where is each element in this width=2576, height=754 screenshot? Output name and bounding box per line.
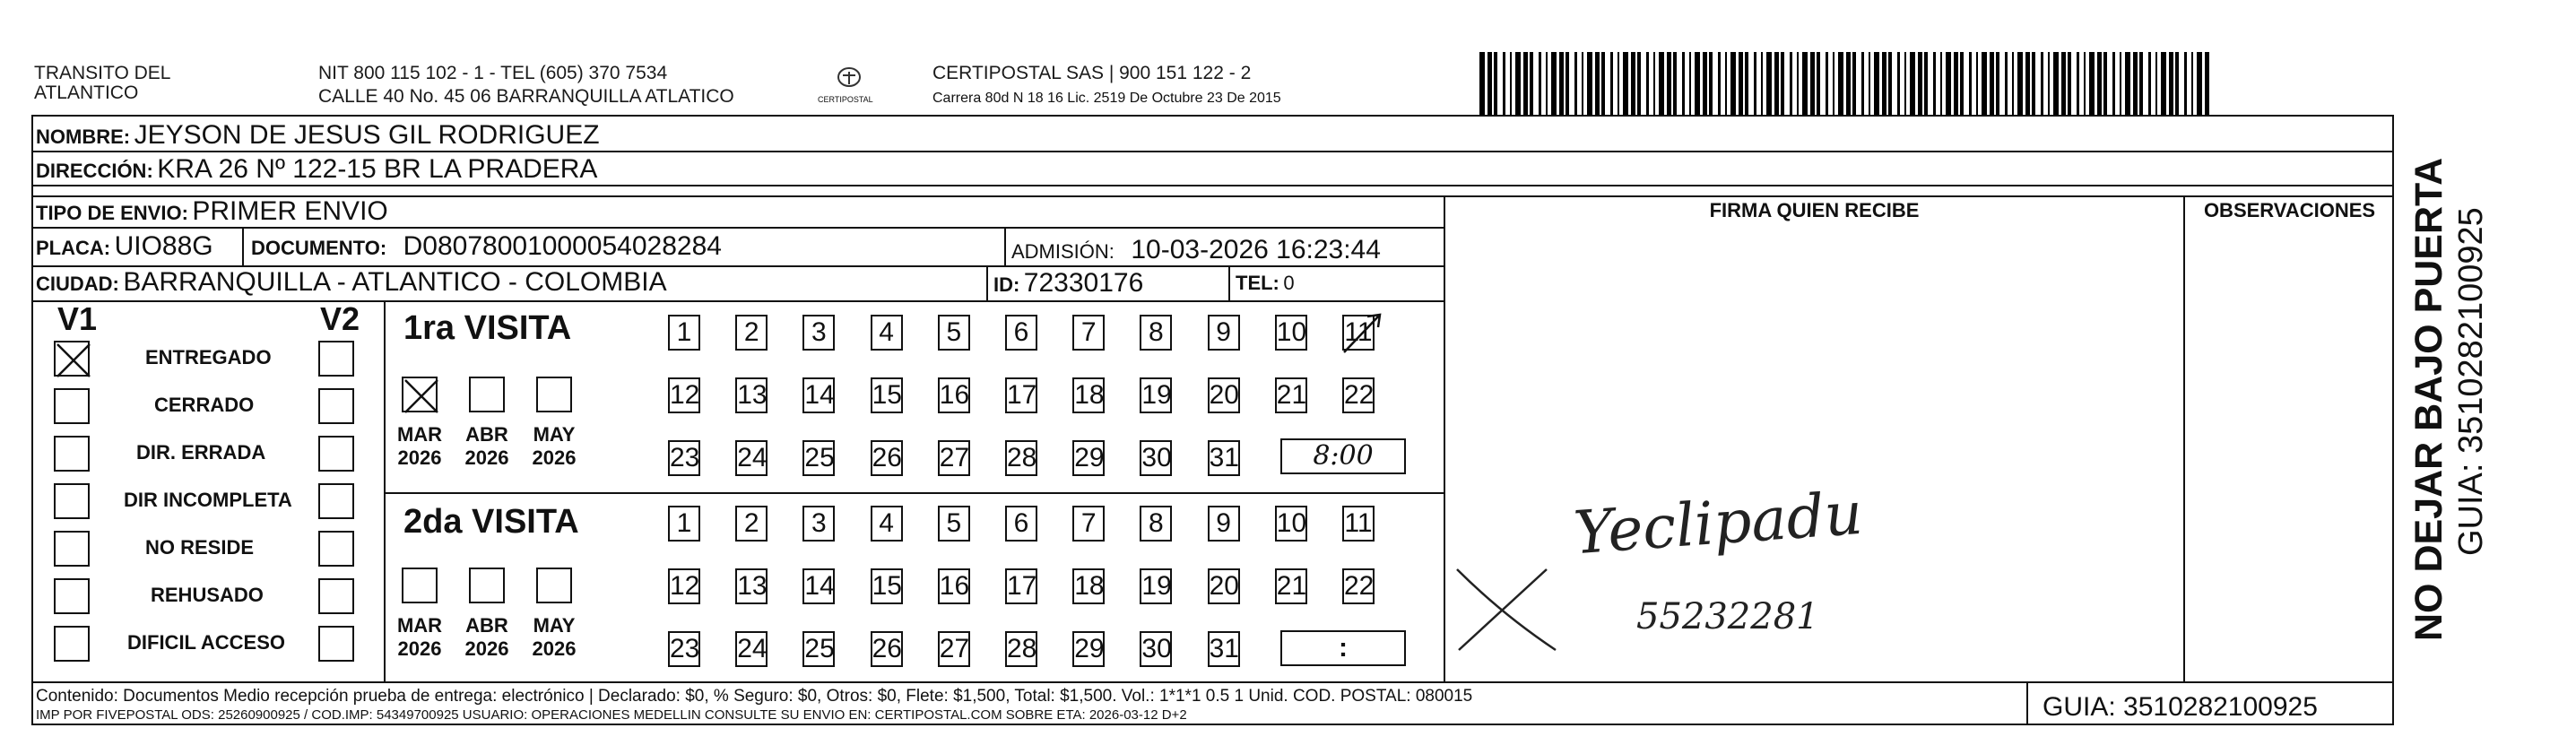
barcode-bar — [1826, 52, 1828, 115]
v1-checkbox[interactable] — [54, 626, 90, 662]
v2-checkbox[interactable] — [318, 578, 354, 614]
barcode-bar — [1725, 52, 1727, 115]
barcode-bar — [1954, 52, 1958, 115]
direccion-value: KRA 26 Nº 122-15 BR LA PRADERA — [157, 154, 598, 184]
nombre-row — [36, 120, 600, 155]
day-box[interactable]: 20 — [1208, 377, 1240, 413]
barcode-bar — [1790, 52, 1792, 115]
v1-checkbox[interactable] — [54, 531, 90, 567]
barcode-bar — [1982, 52, 1987, 115]
barcode-bar — [1718, 52, 1721, 115]
barcode-bar — [1574, 52, 1577, 115]
month-checkbox[interactable] — [536, 377, 572, 412]
ciudad-label: CIUDAD: — [36, 273, 119, 295]
barcode-bar — [1601, 52, 1605, 115]
first-visit-time[interactable]: 8:00 — [1280, 438, 1406, 474]
day-box[interactable]: 6 — [1005, 506, 1037, 542]
barcode-bar — [1587, 52, 1592, 115]
day-box[interactable]: 26 — [871, 440, 903, 476]
tel-label: TEL: — [1236, 272, 1279, 294]
day-box[interactable]: 9 — [1208, 315, 1240, 351]
barcode-bar — [1940, 52, 1942, 115]
tipo-envio-label: TIPO DE ENVIO: — [36, 202, 188, 224]
month-year: 2026 — [532, 446, 577, 469]
barcode-bar — [1546, 52, 1548, 115]
status-reason-label: CERRADO — [154, 394, 255, 416]
second-visit-time[interactable]: : — [1280, 630, 1406, 666]
documento-value: D08078001000054028284 — [403, 231, 722, 261]
v1-checkbox[interactable] — [54, 436, 90, 472]
ciudad-field — [36, 267, 667, 302]
day-box[interactable]: 13 — [735, 377, 768, 413]
barcode-bar — [1904, 52, 1906, 115]
month-label: MAR — [396, 614, 443, 637]
day-box[interactable]: 21 — [1275, 377, 1307, 413]
barcode-bar — [2025, 52, 2030, 115]
barcode-bar — [2048, 52, 2050, 115]
barcode-bar — [2089, 52, 2095, 115]
v2-checkbox[interactable] — [318, 388, 354, 424]
barcode-bar — [2112, 52, 2115, 115]
day-box[interactable]: 10 — [1275, 315, 1307, 351]
barcode-bar — [1709, 52, 1713, 115]
barcode-bar — [1745, 52, 1748, 115]
v1-checkbox[interactable] — [54, 388, 90, 424]
barcode-bar — [1695, 52, 1700, 115]
barcode-bar — [1703, 52, 1707, 115]
barcode-bar — [2175, 52, 2179, 115]
day-box[interactable]: 24 — [735, 440, 768, 476]
day-box[interactable]: 9 — [1208, 506, 1240, 542]
barcode-bar — [1487, 52, 1492, 115]
sender-line2: ATLANTICO — [34, 82, 139, 103]
tel-field — [1236, 268, 1295, 301]
day-box[interactable]: 11 — [1342, 506, 1375, 542]
barcode-bar — [2005, 52, 2008, 115]
carrier-sub: Carrera 80d N 18 16 Lic. 2519 De Octubre 23 De 2015 — [932, 91, 1281, 106]
barcode-bar — [1673, 52, 1677, 115]
barcode-bar — [1582, 52, 1583, 115]
day-box[interactable]: 31 — [1208, 631, 1240, 667]
barcode-bar — [1595, 52, 1600, 115]
day-box[interactable]: 6 — [1005, 315, 1037, 351]
month-year: 2026 — [464, 637, 509, 660]
barcode-bar — [1515, 52, 1521, 115]
barcode-bar — [2041, 52, 2043, 115]
barcode-bar — [1802, 52, 1808, 115]
v1-checkbox[interactable] — [54, 483, 90, 519]
status-reason-label: DIR. ERRADA — [136, 441, 266, 464]
day-box[interactable]: 20 — [1208, 568, 1240, 604]
day-box[interactable]: 7 — [1072, 506, 1105, 542]
barcode-bar — [1559, 52, 1564, 115]
day-box[interactable]: 28 — [1005, 440, 1037, 476]
footer-imp: IMP POR FIVEPOSTAL ODS: 25260900925 / COD.IMP: 54349700925 USUARIO: OPERACIONES MEDELLIN CONSULTE SU ENVIO EN: CERTIPOSTAL.COM SOBRE ETA: 2026-03-12 D+2 — [36, 707, 1187, 723]
barcode-bar — [1530, 52, 1533, 115]
logo-caption: CERTIPOSTAL — [818, 95, 873, 104]
month-checkbox[interactable] — [469, 377, 505, 412]
v2-checkbox[interactable] — [318, 483, 354, 519]
barcode-bar — [1637, 52, 1641, 115]
day-box[interactable]: 1 — [668, 506, 700, 542]
day-box[interactable]: 21 — [1275, 568, 1307, 604]
barcode-bar — [2077, 52, 2079, 115]
v2-checkbox[interactable] — [318, 436, 354, 472]
month-label: MAR — [396, 423, 443, 446]
barcode-bar — [2148, 52, 2151, 115]
barcode-bar — [1924, 52, 1928, 115]
day-box[interactable]: 30 — [1140, 440, 1172, 476]
nombre-label: NOMBRE: — [36, 126, 131, 148]
day-box[interactable]: 23 — [668, 440, 700, 476]
sender-nit: NIT 800 115 102 - 1 - TEL (605) 370 7534 — [318, 63, 668, 83]
barcode-bar — [2084, 52, 2086, 115]
certipostal-logo — [818, 63, 880, 113]
barcode-bar — [1754, 52, 1756, 115]
second-visit-title: 2da VISITA — [403, 503, 579, 541]
month-year: 2026 — [532, 637, 577, 660]
barcode-bar — [2139, 52, 2143, 115]
signature-name: Yeclipadu — [1571, 478, 1865, 568]
barcode-bar — [2125, 52, 2130, 115]
admision-value: 10-03-2026 16:23:44 — [1131, 235, 1381, 264]
barcode-bar — [1539, 52, 1541, 115]
tipo-envio-row — [36, 196, 388, 231]
barcode-bar — [1810, 52, 1815, 115]
check-mark-icon — [56, 342, 91, 378]
day-box[interactable]: 19 — [1140, 377, 1172, 413]
signature-number: 55232281 — [1636, 596, 1819, 637]
day-box[interactable]: 14 — [802, 377, 835, 413]
day-box[interactable]: 26 — [871, 631, 903, 667]
barcode-bar — [1888, 52, 1892, 115]
barcode-bar — [1774, 52, 1779, 115]
barcode-bar — [1503, 52, 1505, 115]
barcode-bar — [2103, 52, 2107, 115]
barcode-bar — [1766, 52, 1772, 115]
barcode-bar — [2155, 52, 2157, 115]
barcode-bar — [2097, 52, 2102, 115]
barcode-bar — [2012, 52, 2014, 115]
day-box[interactable]: 11 — [1342, 315, 1375, 351]
tel-value: 0 — [1283, 272, 1295, 294]
day-box[interactable]: 15 — [871, 377, 903, 413]
barcode-bar — [2197, 52, 2202, 115]
check-mark-icon — [1340, 309, 1383, 356]
v1-checkbox[interactable] — [54, 341, 90, 377]
barcode-bar — [1817, 52, 1820, 115]
day-box[interactable]: 27 — [938, 631, 970, 667]
barcode-bar — [1646, 52, 1649, 115]
barcode-bar — [1833, 52, 1834, 115]
v2-label: V2 — [320, 300, 360, 337]
day-box[interactable]: 3 — [802, 315, 835, 351]
day-box[interactable]: 23 — [668, 631, 700, 667]
month-label: ABR — [465, 423, 508, 446]
status-reason-label: DIR INCOMPLETA — [124, 489, 292, 511]
day-box[interactable]: 8 — [1140, 315, 1172, 351]
month-checkbox[interactable] — [402, 568, 438, 603]
barcode-bar — [1869, 52, 1870, 115]
v1-label: V1 — [57, 300, 98, 337]
barcode-bar — [1631, 52, 1635, 115]
month-checkbox[interactable] — [536, 568, 572, 603]
barcode-bar — [1689, 52, 1691, 115]
barcode-bar — [2169, 52, 2173, 115]
barcode-bar — [1623, 52, 1628, 115]
day-box[interactable]: 16 — [938, 377, 970, 413]
placa-field — [36, 231, 213, 266]
month-year: 2026 — [397, 446, 442, 469]
status-reason-label: ENTREGADO — [145, 346, 272, 368]
month-year: 2026 — [464, 446, 509, 469]
v1-checkbox[interactable] — [54, 578, 90, 614]
day-box[interactable]: 17 — [1005, 377, 1037, 413]
sender-line1: TRANSITO DEL — [34, 63, 171, 83]
barcode-bar — [1882, 52, 1886, 115]
day-box[interactable]: 8 — [1140, 506, 1172, 542]
barcode-bar — [1852, 52, 1856, 115]
side-guia: GUIA: 3510282100925 — [2452, 207, 2490, 556]
barcode-bar — [1781, 52, 1784, 115]
barcode-bar — [1479, 52, 1485, 115]
day-box[interactable]: 16 — [938, 568, 970, 604]
barcode-bar — [2191, 52, 2193, 115]
day-box[interactable]: 24 — [735, 631, 768, 667]
day-box[interactable]: 22 — [1342, 568, 1375, 604]
barcode-bar — [2053, 52, 2059, 115]
barcode-bar — [1667, 52, 1671, 115]
side-warning: NO DEJAR BAJO PUERTA — [2407, 157, 2450, 641]
first-visit-title: 1ra VISITA — [403, 309, 572, 347]
barcode-bar — [1523, 52, 1528, 115]
ciudad-value: BARRANQUILLA - ATLANTICO - COLOMBIA — [123, 267, 667, 297]
barcode-bar — [1739, 52, 1743, 115]
status-reason-label: REHUSADO — [151, 584, 264, 606]
barcode-bar — [2205, 52, 2209, 115]
month-label: ABR — [465, 614, 508, 637]
sender-address: CALLE 40 No. 45 06 BARRANQUILLA ATLATICO — [318, 86, 734, 107]
barcode-bar — [1610, 52, 1613, 115]
day-box[interactable]: 10 — [1275, 506, 1307, 542]
day-box[interactable]: 14 — [802, 568, 835, 604]
day-box[interactable]: 15 — [871, 568, 903, 604]
barcode-bar — [1897, 52, 1900, 115]
barcode-bar — [1659, 52, 1664, 115]
day-box[interactable]: 25 — [802, 440, 835, 476]
barcode-bar — [2120, 52, 2121, 115]
barcode-bar — [1761, 52, 1763, 115]
observaciones-header: OBSERVACIONES — [2203, 199, 2376, 221]
barcode-bar — [1918, 52, 1922, 115]
nombre-value: JEYSON DE JESUS GIL RODRIGUEZ — [134, 120, 600, 150]
check-mark-icon — [403, 378, 439, 414]
documento-label: DOCUMENTO: — [251, 237, 387, 259]
barcode-bar — [1510, 52, 1512, 115]
admision-label: ADMISIÓN: — [1011, 240, 1115, 263]
barcode-bar — [1976, 52, 1978, 115]
barcode-bar — [1996, 52, 1999, 115]
barcode-bar — [1653, 52, 1655, 115]
barcode — [1479, 52, 2215, 115]
signature-area[interactable] — [1448, 229, 2181, 677]
day-box[interactable]: 19 — [1140, 568, 1172, 604]
day-box[interactable]: 29 — [1072, 631, 1105, 667]
month-label: MAY — [533, 423, 576, 446]
barcode-bar — [2133, 52, 2138, 115]
barcode-bar — [2017, 52, 2023, 115]
day-box[interactable]: 5 — [938, 506, 970, 542]
v2-checkbox[interactable] — [318, 531, 354, 567]
direccion-row — [36, 154, 597, 189]
barcode-bar — [1494, 52, 1497, 115]
day-box[interactable]: 13 — [735, 568, 768, 604]
barcode-bar — [1838, 52, 1843, 115]
day-box[interactable]: 18 — [1072, 377, 1105, 413]
barcode-bar — [2068, 52, 2071, 115]
day-box[interactable]: 22 — [1342, 377, 1375, 413]
day-box[interactable]: 17 — [1005, 568, 1037, 604]
direccion-label: DIRECCIÓN: — [36, 160, 153, 182]
status-reason-label: DIFICIL ACCESO — [127, 631, 286, 654]
day-box[interactable]: 12 — [668, 568, 700, 604]
day-box[interactable]: 4 — [871, 506, 903, 542]
carrier-line: CERTIPOSTAL SAS | 900 151 122 - 2 — [932, 63, 1252, 83]
barcode-bar — [1910, 52, 1915, 115]
barcode-bar — [2161, 52, 2166, 115]
barcode-bar — [1861, 52, 1864, 115]
day-box[interactable]: 30 — [1140, 631, 1172, 667]
barcode-bar — [1551, 52, 1557, 115]
day-box[interactable]: 31 — [1208, 440, 1240, 476]
firma-header: FIRMA QUIEN RECIBE — [1709, 199, 1920, 221]
barcode-bar — [2184, 52, 2187, 115]
barcode-bar — [1730, 52, 1736, 115]
day-box[interactable]: 12 — [668, 377, 700, 413]
month-checkbox[interactable] — [402, 377, 438, 412]
barcode-bar — [1969, 52, 1972, 115]
month-year: 2026 — [397, 637, 442, 660]
barcode-bar — [1566, 52, 1569, 115]
barcode-bar — [1618, 52, 1619, 115]
day-box[interactable]: 5 — [938, 315, 970, 351]
month-label: MAY — [533, 614, 576, 637]
barcode-bar — [1946, 52, 1951, 115]
tipo-envio-value: PRIMER ENVIO — [192, 196, 388, 226]
barcode-bar — [1933, 52, 1936, 115]
barcode-bar — [1797, 52, 1799, 115]
barcode-bar — [2061, 52, 2066, 115]
day-box[interactable]: 1 — [668, 315, 700, 351]
status-reason-label: NO RESIDE — [145, 536, 255, 559]
barcode-bar — [1874, 52, 1879, 115]
placa-label: PLACA: — [36, 237, 111, 259]
v2-checkbox[interactable] — [318, 341, 354, 377]
day-box[interactable]: 2 — [735, 315, 768, 351]
barcode-bar — [2032, 52, 2035, 115]
v2-checkbox[interactable] — [318, 626, 354, 662]
id-label: ID: — [993, 273, 1020, 296]
day-box[interactable]: 2 — [735, 506, 768, 542]
placa-value: UIO88G — [114, 231, 213, 261]
admision-field — [1011, 235, 1381, 270]
day-box[interactable]: 4 — [871, 315, 903, 351]
id-field — [993, 268, 1143, 303]
day-box[interactable]: 7 — [1072, 315, 1105, 351]
day-box[interactable]: 28 — [1005, 631, 1037, 667]
day-box[interactable]: 18 — [1072, 568, 1105, 604]
footer-contenido: Contenido: Documentos Medio recepción prueba de entrega: electrónico | Declarado: $0, % Seguro: $0, Otros: $0, Flete: $1,500, Total: $1,500. Vol.: 1*1*1 0.5 1 Unid. COD. POSTAL: 080015 — [36, 687, 1473, 706]
day-box[interactable]: 27 — [938, 440, 970, 476]
id-value: 72330176 — [1023, 268, 1144, 298]
day-box[interactable]: 25 — [802, 631, 835, 667]
day-box[interactable]: 29 — [1072, 440, 1105, 476]
month-checkbox[interactable] — [469, 568, 505, 603]
barcode-bar — [1990, 52, 1994, 115]
documento-field — [251, 231, 722, 266]
barcode-bar — [1846, 52, 1851, 115]
barcode-bar — [1682, 52, 1685, 115]
barcode-bar — [1960, 52, 1964, 115]
day-box[interactable]: 3 — [802, 506, 835, 542]
footer-guia: GUIA: 3510282100925 — [2043, 692, 2318, 722]
